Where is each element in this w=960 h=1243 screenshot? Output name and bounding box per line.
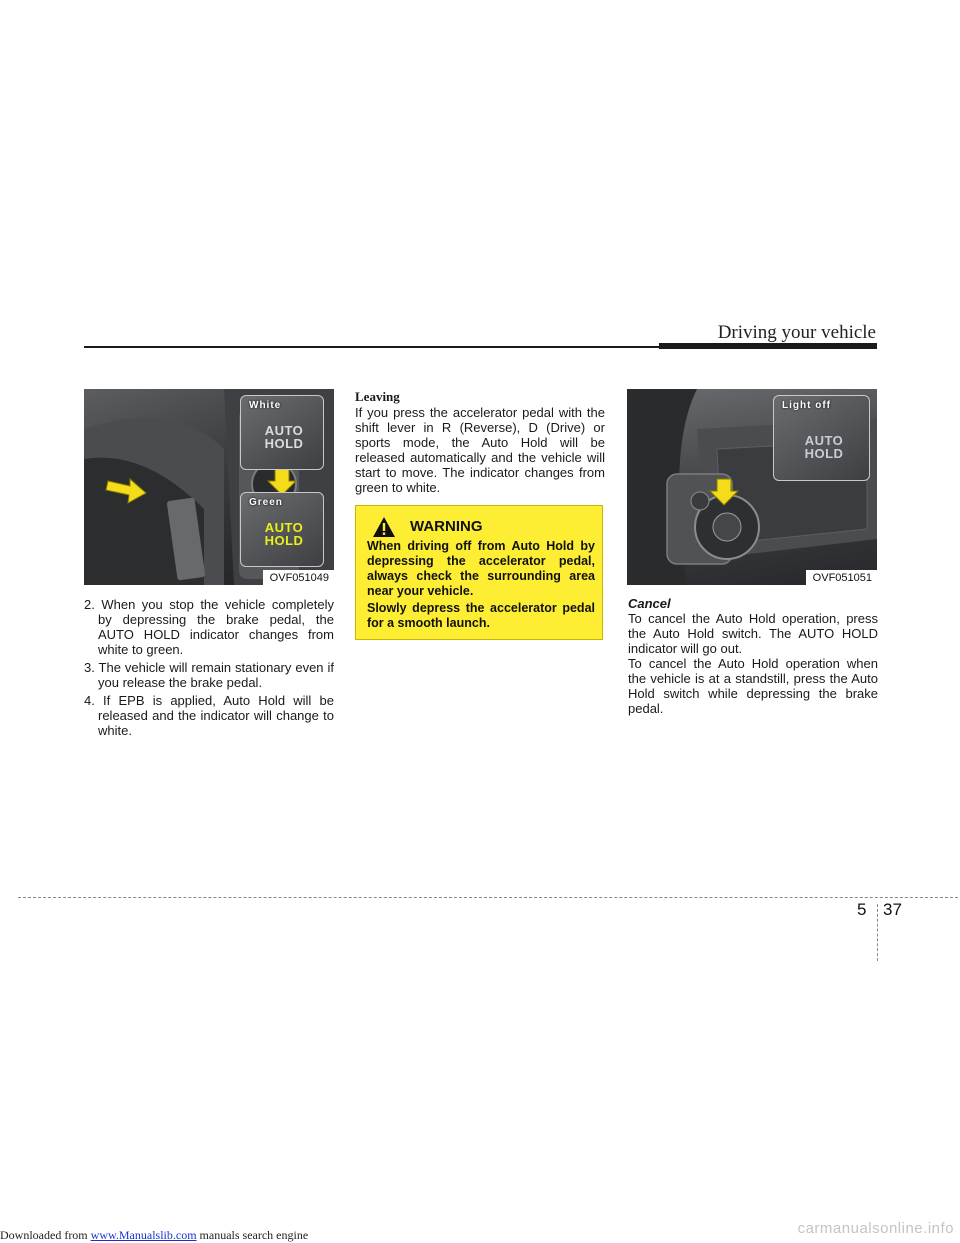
- page-number: 37: [883, 900, 902, 919]
- step-3: 3. The vehicle will remain stationary even if you release the brake pedal.: [84, 660, 334, 690]
- figure-code: OVF051051: [806, 570, 877, 585]
- warning-paragraph-1: When driving off from Auto Hold by depressing the accelerator pedal, always check the surrounding area near your vehicle.: [367, 539, 595, 598]
- page-section-number: 5: [857, 900, 867, 919]
- leaving-heading: Leaving: [355, 389, 400, 404]
- download-prefix: Downloaded from: [0, 1228, 88, 1242]
- cancel-heading: Cancel: [628, 596, 671, 611]
- indicator-text-line1: AUTO: [804, 433, 844, 448]
- footer-dashed-rule: [18, 897, 960, 898]
- indicator-white-panel: [240, 395, 324, 470]
- step-4: 4. If EPB is applied, Auto Hold will be released and the indicator will change to white.: [84, 693, 334, 738]
- indicator-light-off-panel: [773, 395, 870, 481]
- auto-hold-switch-figure: [627, 389, 877, 585]
- warning-paragraph-2: Slowly depress the accelerator pedal for a smooth launch.: [367, 601, 595, 630]
- header-rule: [84, 346, 659, 348]
- warning-box: [355, 505, 603, 640]
- auto-hold-indicator-green: [259, 521, 309, 547]
- brake-pedal-figure: [84, 389, 334, 585]
- page-number-divider: [877, 904, 878, 961]
- indicator-text-line1: AUTO: [264, 520, 304, 535]
- cancel-paragraph-1: To cancel the Auto Hold operation, press the Auto Hold switch. The AUTO HOLD indicator will go out.: [628, 611, 878, 656]
- warning-text: [367, 539, 595, 633]
- warning-title: WARNING: [410, 518, 483, 535]
- indicator-text-line2: HOLD: [264, 436, 304, 451]
- cancel-paragraph-2: To cancel the Auto Hold operation when the vehicle is at a standstill, press the Auto Hold switch while depressing the brake pedal.: [628, 656, 878, 716]
- auto-hold-indicator-off: [802, 434, 846, 460]
- download-note: [0, 1228, 308, 1243]
- download-suffix: manuals search engine: [196, 1228, 309, 1242]
- watermark: carmanualsonline.info: [797, 1220, 954, 1237]
- cancel-text: [628, 611, 878, 716]
- auto-hold-indicator-white: [259, 424, 309, 450]
- warning-triangle-icon: [372, 516, 396, 538]
- indicator-text-line1: AUTO: [264, 423, 304, 438]
- indicator-white-label: White: [249, 400, 282, 411]
- header-bar: [659, 343, 877, 349]
- indicator-green-panel: [240, 492, 324, 567]
- indicator-light-off-label: Light off: [782, 400, 831, 411]
- indicator-green-label: Green: [249, 497, 283, 508]
- figure-code: OVF051049: [263, 570, 334, 585]
- steps-list: [84, 597, 334, 741]
- leaving-paragraph: If you press the accelerator pedal with the shift lever in R (Reverse), D (Drive) or sports mode, the Auto Hold will be released automatically and the vehicle will start to move. The indicator changes from green to white.: [355, 405, 605, 495]
- manualslib-link[interactable]: www.Manualslib.com: [90, 1228, 197, 1242]
- indicator-text-line2: HOLD: [264, 533, 304, 548]
- step-2: 2. When you stop the vehicle completely by depressing the brake pedal, the AUTO HOLD indicator changes from white to green.: [84, 597, 334, 657]
- section-title: Driving your vehicle: [717, 322, 876, 343]
- indicator-text-line2: HOLD: [804, 446, 844, 461]
